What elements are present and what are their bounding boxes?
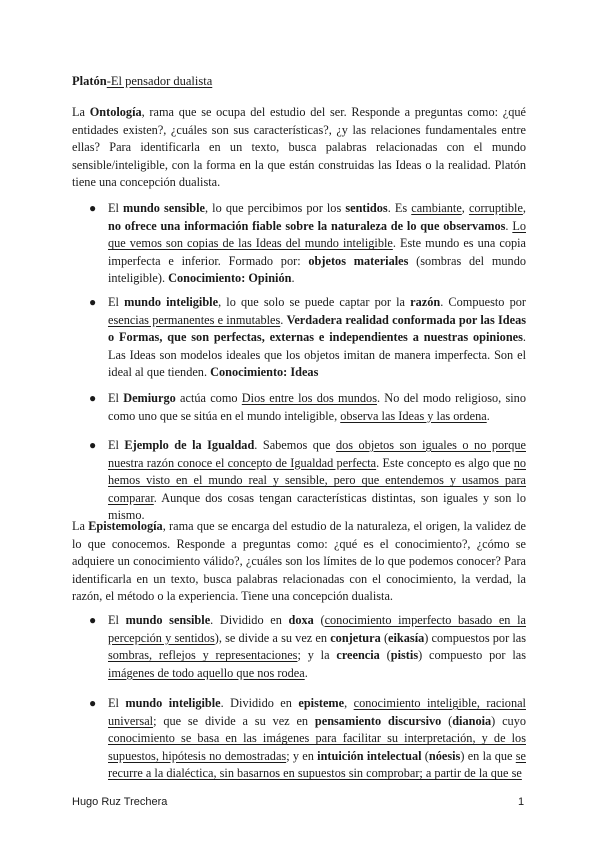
bullet-icon: ● — [89, 438, 97, 452]
footer-page-number: 1 — [518, 796, 525, 808]
bullet-icon: ● — [89, 201, 97, 215]
list-item: ● El mundo inteligible. Dividido en episteme, conocimiento inteligible, racional universal; que se divide a su vez en pensamiento discursivo (dianoia) cuyo conocimiento se basa en las imágenes para facilitar su interpretación, y de los supuestos, hipótesis no demostradas; y en intuición intelectual (nóesis) en la que se recurre a la dialéctica, sin basarnos en supuestos sin comprobar; a partir de la que se — [89, 696, 526, 781]
ontologia-paragraph: La Ontología, rama que se ocupa del estudio del ser. Responde a preguntas como: ¿qué entidades existen?, ¿cuáles son sus características?, ¿y las relaciones fundamentales entre ellas? Para identificarla en un texto, busca palabras relacionadas con el mundo sensible/inteligible, con la forma en la que están construidas las Ideas o la realidad. Platón tiene una concepción dualista. — [72, 105, 526, 190]
list-item: ● El mundo inteligible, lo que solo se puede captar por la razón. Compuesto por esencias permanentes e inmutables. Verdadera realidad conformada por las Ideas o Formas, que son perfectas, externas e independientes a nuestras opiniones. Las Ideas son modelos ideales que los objetos imitan de manera imperfecta. Son el ideal al que tienden. Conocimiento: Ideas — [89, 295, 526, 380]
bullet-icon: ● — [89, 613, 97, 627]
epistemologia-paragraph: La Epistemología, rama que se encarga del estudio de la naturaleza, el origen, la validez de lo que conocemos. Responde a preguntas como: ¿qué es el conocimiento?, ¿cómo se adquiere un conocimiento válido?, ¿cuáles son los límites de lo que podemos conocer? Para identificarla en un texto, busca palabras relacionadas con el conocimiento, la verdad, la razón, el método o la experiencia. Tiene una concepción dualista. — [72, 519, 526, 604]
bullet-icon: ● — [89, 696, 97, 710]
list-item: ● El Demiurgo actúa como Dios entre los dos mundos. No del modo religioso, sino como uno que se sitúa en el mundo inteligible, observa las Ideas y las ordena. — [89, 391, 526, 423]
footer-author: Hugo Ruz Trechera — [72, 796, 168, 808]
list-item: ● El Ejemplo de la Igualdad. Sabemos que dos objetos son iguales o no porque nuestra razón conoce el concepto de Igualdad perfecta. Este concepto es algo que no hemos visto en el mundo real y sensible, pero que entendemos y usamos para comparar. Aunque dos cosas tengan características distintas, son iguales y son lo mismo. — [89, 438, 526, 523]
list-item: ● El mundo sensible. Dividido en doxa (conocimiento imperfecto basado en la percepción y sentidos), se divide a su vez en conjetura (eikasía) compuestos por las sombras, reflejos y representaciones; y la creencia (pistis) compuesto por las imágenes de todo aquello que nos rodea. — [89, 613, 527, 680]
bullet-icon: ● — [89, 295, 97, 309]
page-title: Platón-El pensador dualista — [72, 74, 213, 88]
list-item: ● El mundo sensible, lo que percibimos por los sentidos. Es cambiante, corruptible, no ofrece una información fiable sobre la naturaleza de lo que observamos. Lo que vemos son copias de las Ideas del mundo inteligible. Este mundo es una copia imperfecta e inferior. Formado por: objetos materiales (sombras del mundo inteligible). Conocimiento: Opinión. — [89, 201, 527, 286]
bullet-icon: ● — [89, 391, 97, 405]
